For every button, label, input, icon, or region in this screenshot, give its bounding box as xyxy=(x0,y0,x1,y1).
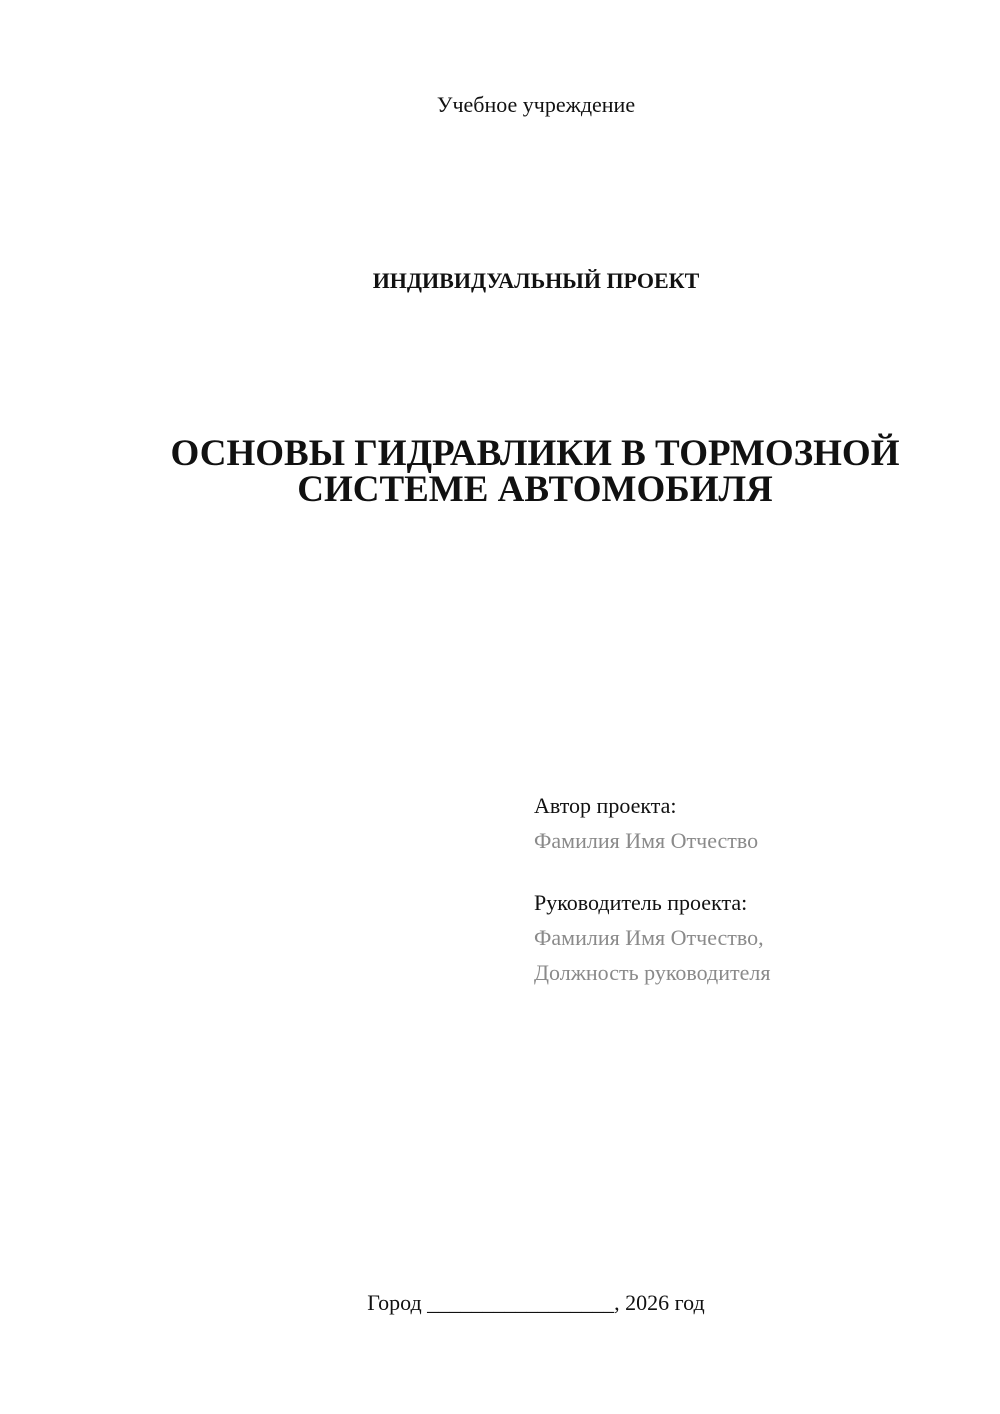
document-title xyxy=(100,433,970,510)
supervisor-position: Должность руководителя xyxy=(534,960,771,985)
city-year-line: Город _________________, 2026 год xyxy=(367,1290,705,1315)
author-label: Автор проекта: xyxy=(534,793,677,818)
document-title-line-1: ОСНОВЫ ГИДРАВЛИКИ В ТОРМОЗНОЙ xyxy=(170,433,900,474)
supervisor-label: Руководитель проекта: xyxy=(534,890,748,915)
document-type: ИНДИВИДУАЛЬНЫЙ ПРОЕКТ xyxy=(372,268,700,293)
document-title-line-2: СИСТЕМЕ АВТОМОБИЛЯ xyxy=(297,469,773,510)
institution-name: Учебное учреждение xyxy=(436,92,636,117)
project-credits xyxy=(534,788,974,990)
supervisor-name: Фамилия Имя Отчество, xyxy=(534,925,764,950)
credits-spacer xyxy=(534,858,974,885)
author-name: Фамилия Имя Отчество xyxy=(534,828,759,853)
